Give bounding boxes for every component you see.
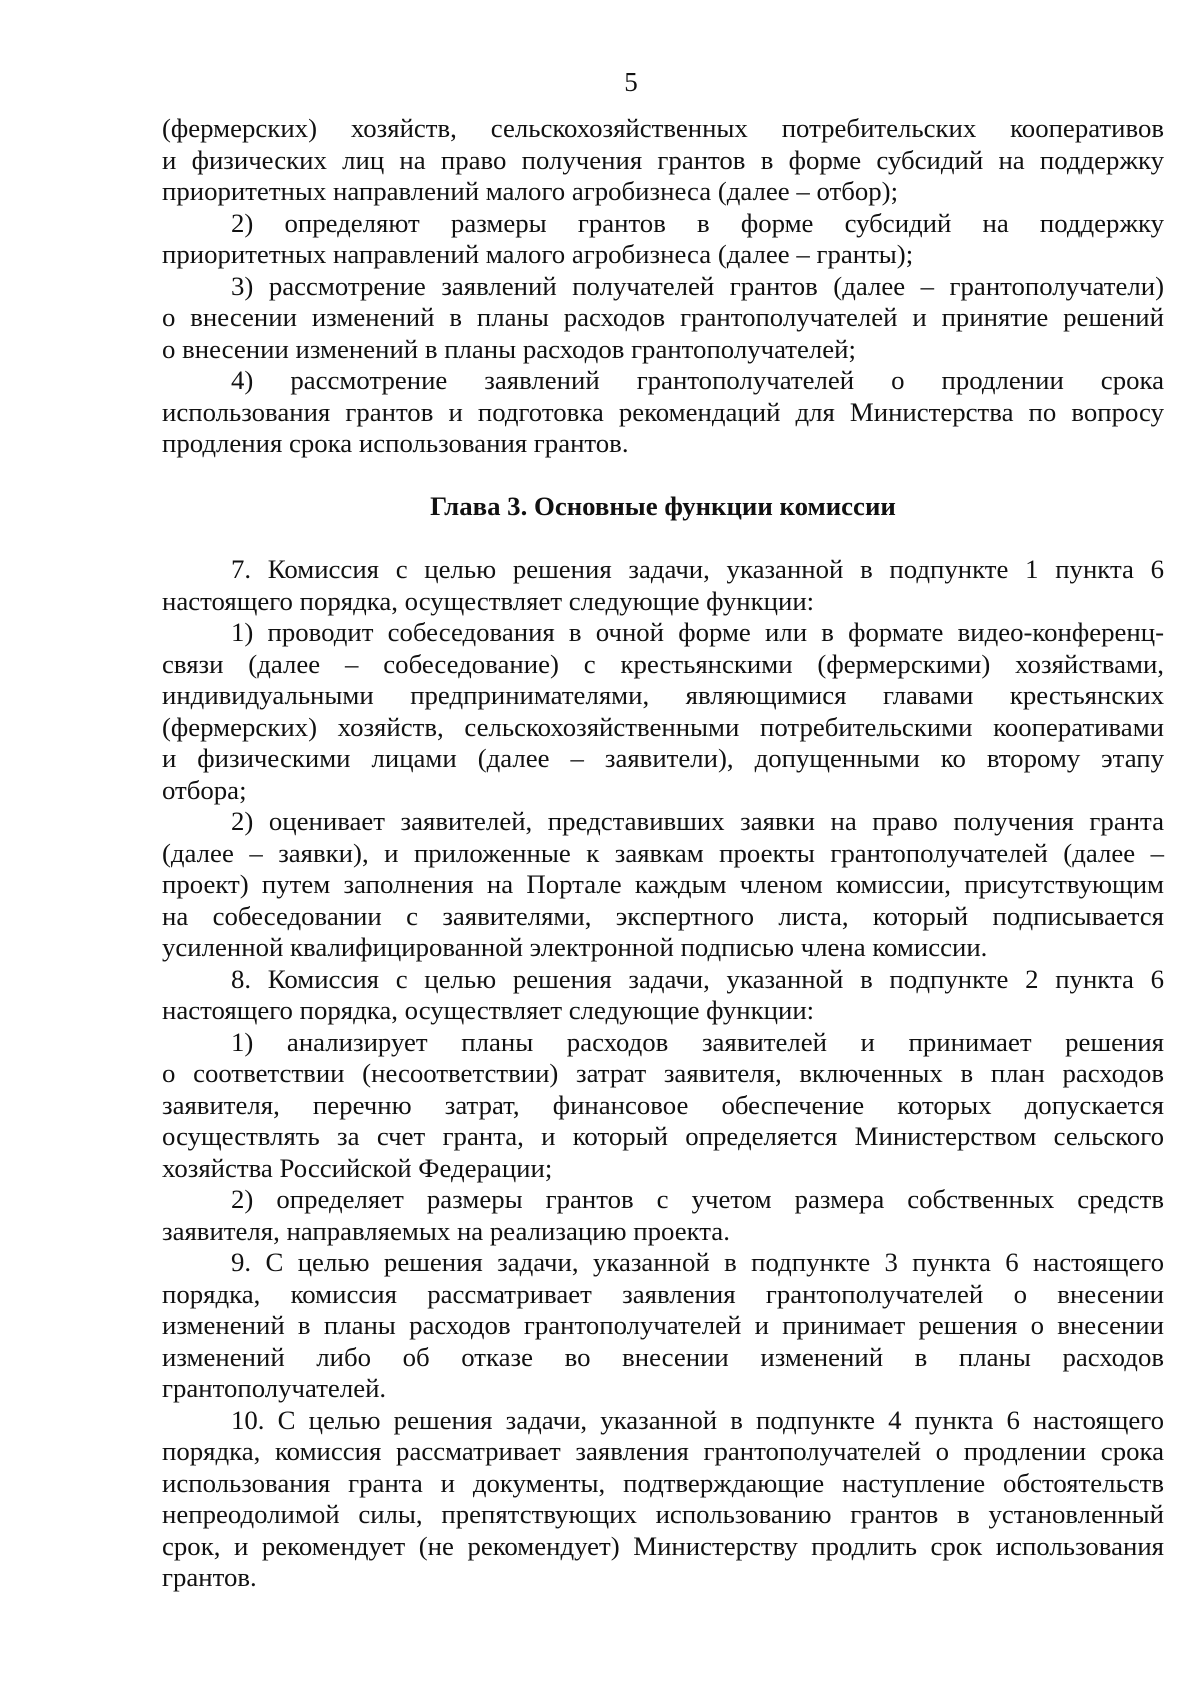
chapter-heading: Глава 3. Основные функции комиссии [430,491,896,521]
document-body [162,113,1164,1594]
text-line: на собеседовании с заявителями, экспертного листа, который подписывается [162,900,1164,931]
text-line: связи (далее – собеседование) с крестьянскими (фермерскими) хозяйствами, [162,648,1164,679]
text-line: грантополучателей. [162,1373,387,1403]
text-line: продления срока использования грантов. [162,428,629,458]
text-line: 1) проводит собеседования в очной форме или в формате видео-конференц- [231,617,1164,647]
text-line: (далее – заявки), и приложенные к заявкам проекты грантополучателей (далее – [162,837,1164,868]
text-line: грантов. [162,1562,257,1592]
text-line: использования грантов и подготовка рекомендаций для Министерства по вопросу [162,396,1164,427]
text-line: настоящего порядка, осуществляет следующие функции: [162,585,815,616]
text-line: порядка, комиссия рассматривает заявления грантополучателей о внесении [162,1278,1164,1309]
text-line: приоритетных направлений малого агробизнеса (далее – отбор); [162,176,899,206]
text-line: 8. Комиссия с целью решения задачи, указанной в подпункте 2 пункта 6 [231,963,1164,994]
text-line: хозяйства Российской Федерации; [162,1152,553,1183]
text-line: и физических лиц на право получения грантов в форме субсидий на поддержку [162,144,1164,175]
text-line: отбора; [162,774,247,805]
spacer [162,460,1164,492]
text-line: порядка, комиссия рассматривает заявления грантополучателей о продлении срока [162,1436,1164,1466]
text-line: 9. С целью решения задачи, указанной в подпункте 3 пункта 6 настоящего [231,1247,1164,1277]
text-line: срок, и рекомендует (не рекомендует) Министерству продлить срок использования [162,1530,1164,1561]
text-line: приоритетных направлений малого агробизнеса (далее – гранты); [162,239,914,269]
text-line: использования гранта и документы, подтверждающие наступление обстоятельств [162,1467,1164,1498]
text-line: заявителя, направляемых на реализацию проекта. [162,1215,730,1246]
text-line: 7. Комиссия с целью решения задачи, указанной в подпункте 1 пункта 6 [231,554,1164,584]
text-line: усиленной квалифицированной электронной подписью члена комиссии. [162,932,988,962]
text-line: 10. С целью решения задачи, указанной в подпункте 4 пункта 6 настоящего [231,1404,1164,1435]
text-line: о внесении изменений в планы расходов грантополучателей; [162,333,856,364]
text-line: (фермерских) хозяйств, сельскохозяйственных потребительских кооперативов [162,113,1164,143]
text-line: проект) путем заполнения на Портале каждым членом комиссии, присутствующим [162,869,1164,899]
text-line: 1) анализирует планы расходов заявителей и принимает решения [231,1026,1164,1057]
page-number: 5 [624,67,638,97]
text-line: непреодолимой силы, препятствующих использованию грантов в установленный [162,1499,1164,1529]
text-line: 3) рассмотрение заявлений получателей грантов (далее – грантополучатели) [231,270,1164,301]
text-line: (фермерских) хозяйств, сельскохозяйственными потребительскими кооперативами [162,711,1164,742]
text-line: о соответствии (несоответствии) затрат заявителя, включенных в план расходов [162,1058,1164,1088]
text-line: изменений в планы расходов грантополучателей и принимает решения о внесении [162,1310,1164,1340]
text-line: о внесении изменений в планы расходов грантополучателей и принятие решений [162,302,1164,332]
text-line: 4) рассмотрение заявлений грантополучателей о продлении срока [231,365,1164,395]
text-line: и физическими лицами (далее – заявители), допущенными ко второму этапу [162,743,1164,773]
text-line: заявителя, перечню затрат, финансовое обеспечение которых допускается [162,1089,1164,1120]
text-line: 2) определяют размеры грантов в форме субсидий на поддержку [231,207,1164,238]
text-line: индивидуальными предпринимателями, являющимися главами крестьянских [162,680,1164,710]
text-line: 2) определяет размеры грантов с учетом размера собственных средств [231,1184,1164,1214]
spacer [162,523,1164,555]
text-line: настоящего порядка, осуществляет следующие функции: [162,995,815,1025]
text-line: изменений либо об отказе во внесении изменений в планы расходов [162,1341,1164,1372]
text-line: осуществлять за счет гранта, и который определяется Министерством сельского [162,1121,1164,1151]
text-line: 2) оценивает заявителей, представивших заявки на право получения гранта [231,806,1164,836]
